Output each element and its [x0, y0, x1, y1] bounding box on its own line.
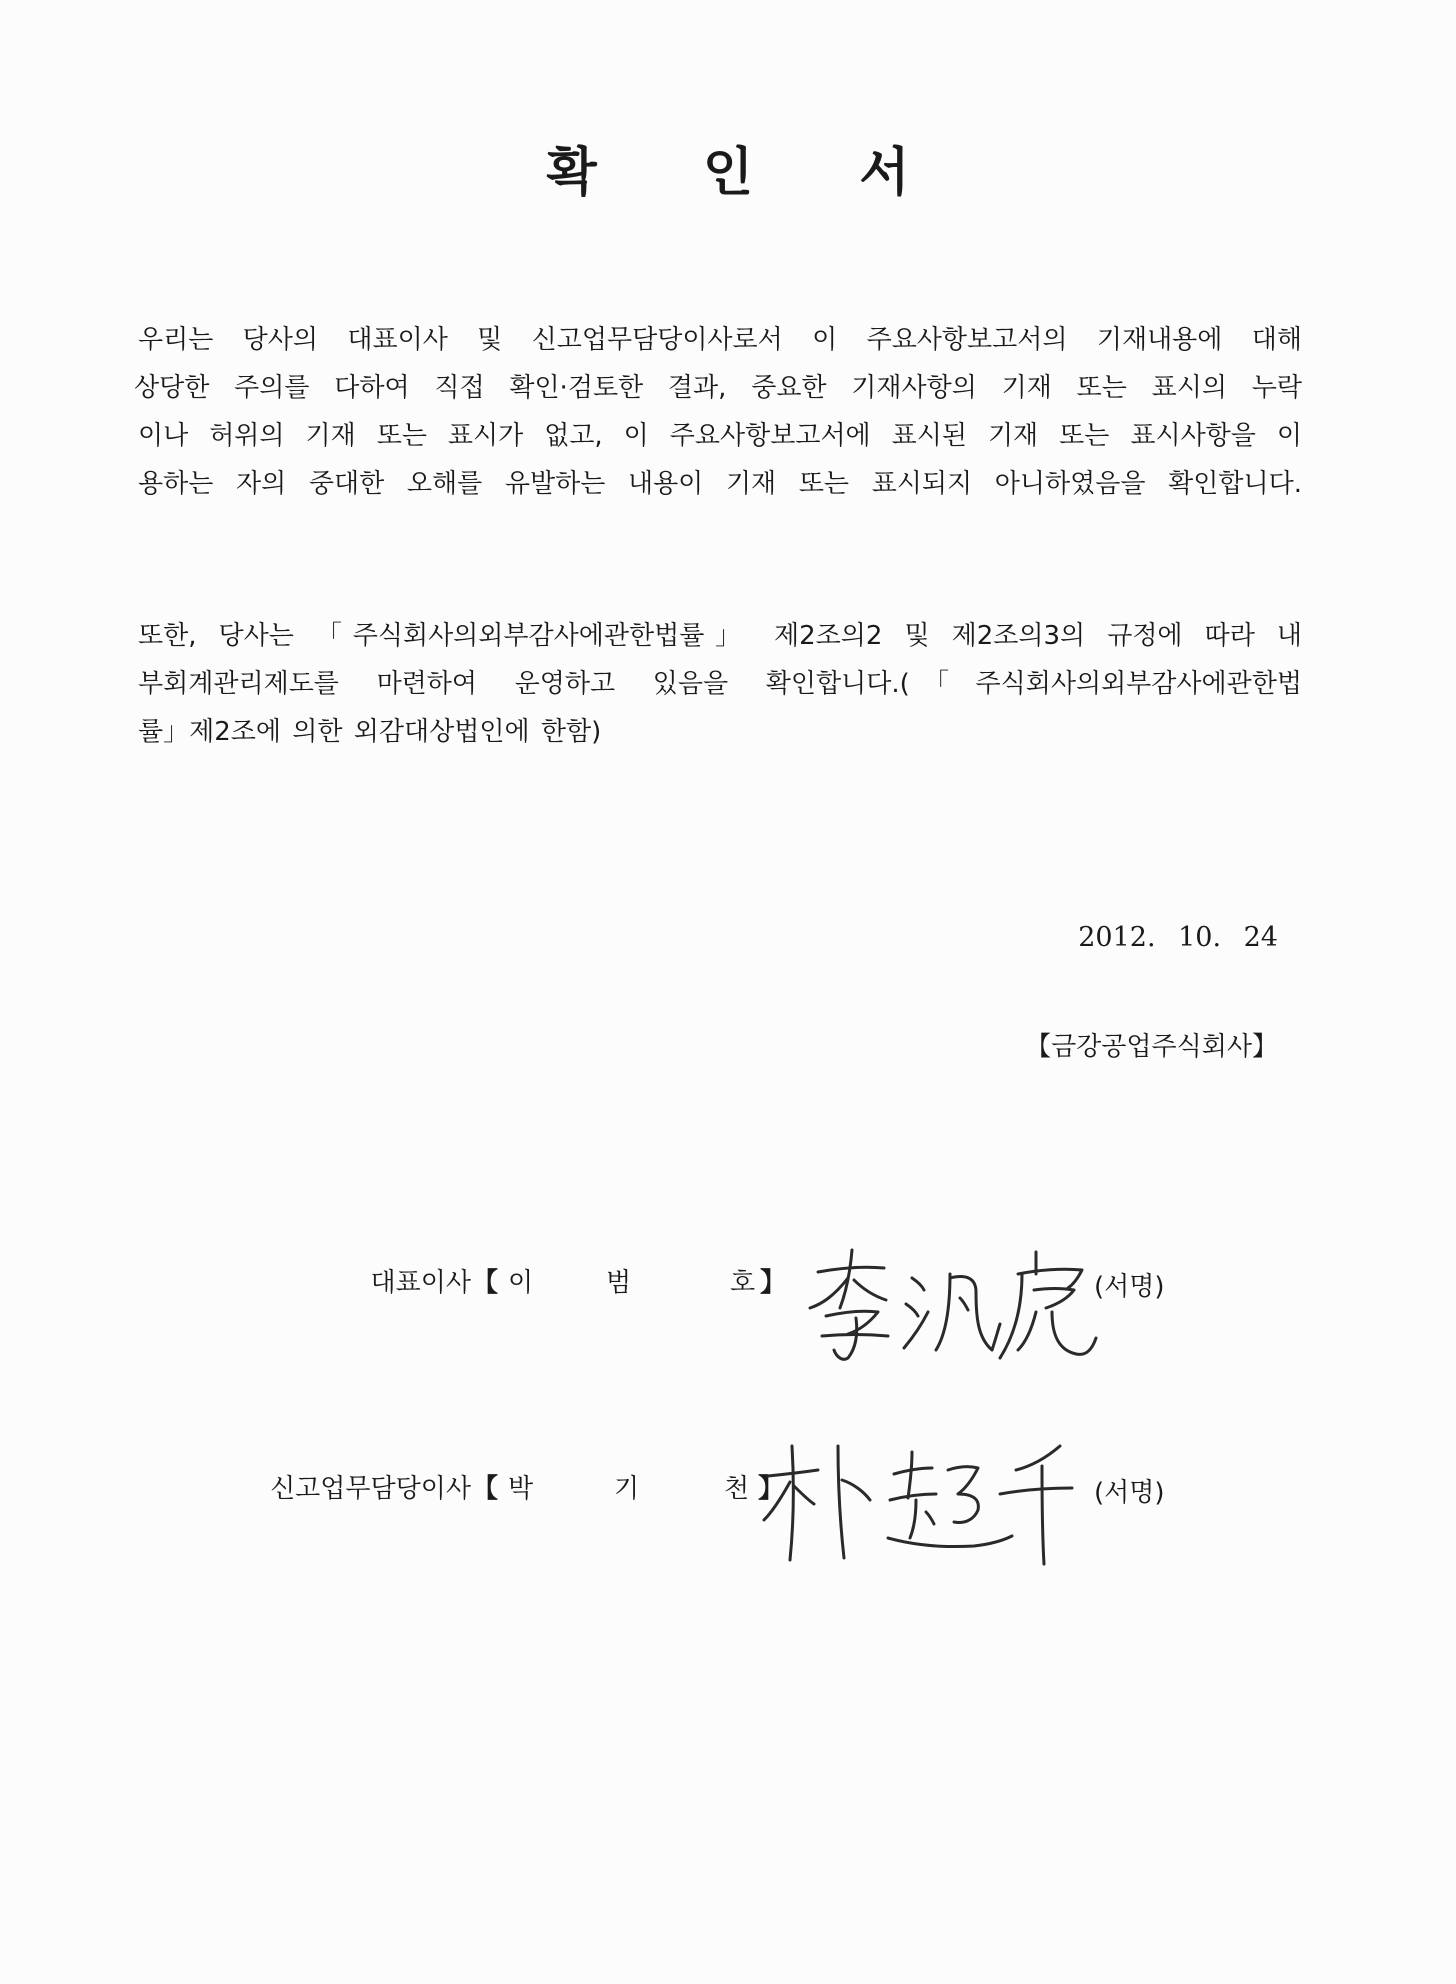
- internal-control-paragraph: [138, 612, 1302, 756]
- handwritten-signature-icon: [800, 1238, 1100, 1370]
- name-char: 박: [508, 1474, 534, 1504]
- open-bracket: 【: [472, 1474, 499, 1504]
- paragraph-line: 또한, 당사는 「주식회사의외부감사에관한법률」 제2조의2 및 제2조의3의 규정에 따라 내: [138, 621, 1302, 651]
- sign-label: (서명): [1094, 1478, 1165, 1508]
- ceo-signature: [800, 1238, 1100, 1370]
- paragraph-line: 용하는 자의 중대한 오해를 유발하는 내용이 기재 또는 표시되지 아니하였음을 확인합니다.: [138, 469, 1302, 499]
- name-char: 천: [724, 1474, 750, 1504]
- document-title: 확 인 서: [546, 142, 954, 203]
- paragraph-line: 이나 허위의 기재 또는 표시가 없고, 이 주요사항보고서에 표시된 기재 또는 표시사항을 이: [138, 421, 1302, 451]
- company-name: 【금강공업주식회사】: [1025, 1032, 1278, 1062]
- paragraph-line: 우리는 당사의 대표이사 및 신고업무담당이사로서 이 주요사항보고서의 기재내용에 대해: [138, 325, 1302, 355]
- name-char: 범: [606, 1268, 632, 1298]
- close-bracket: 】: [758, 1474, 785, 1504]
- sign-label: (서명): [1094, 1272, 1165, 1302]
- name-char: 이: [508, 1268, 534, 1298]
- paragraph-line: 상당한 주의를 다하여 직접 확인·검토한 결과, 중요한 기재사항의 기재 또는 표시의 누락: [134, 373, 1302, 403]
- paragraph-line: 률」제2조에 의한 외감대상법인에 한함): [138, 717, 602, 747]
- close-bracket: 】: [760, 1268, 787, 1298]
- handwritten-signature-icon: [760, 1440, 1100, 1570]
- signatory-role: 신고업무담당이사: [270, 1474, 471, 1504]
- document-date: 2012. 10. 24: [1078, 922, 1278, 953]
- name-char: 호: [730, 1268, 756, 1298]
- signatory-role: 대표이사: [370, 1268, 471, 1298]
- name-char: 기: [614, 1474, 640, 1504]
- confirmation-paragraph: [134, 316, 1302, 508]
- director-signature: [760, 1440, 1100, 1570]
- open-bracket: 【: [472, 1268, 499, 1298]
- paragraph-line: 부회계관리제도를 마련하여 운영하고 있음을 확인합니다.(「주식회사의외부감사에관한법: [138, 669, 1302, 699]
